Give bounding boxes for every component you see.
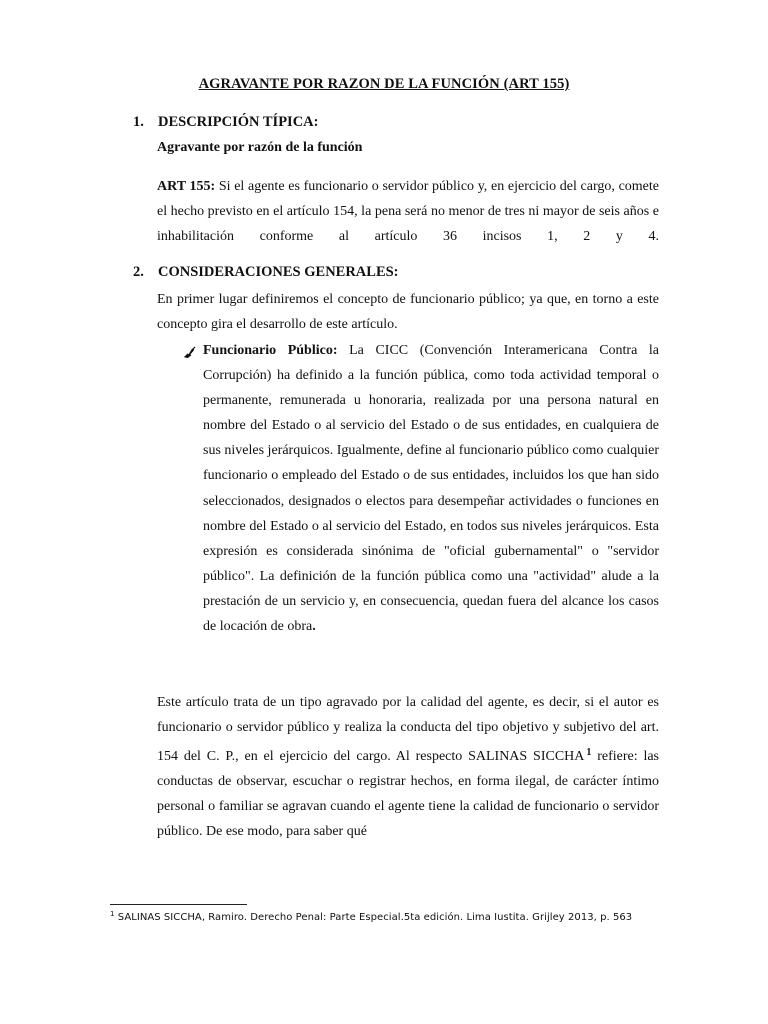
hand-pointer-icon (183, 346, 196, 359)
footnote-separator (110, 904, 247, 905)
analysis-text-part2: refiere: las conductas de observar, escuchar o registrar hechos, en forma ilegal, de carácter íntimo personal o familiar se agravan cuando el agente tiene la calidad de funcionario o servidor público. De ese modo, para saber qué (157, 749, 660, 839)
section-2-intro-paragraph: En primer lugar definiremos el concepto de funcionario público; ya que, en torno a este concepto gira el desarrollo de este artículo. (157, 292, 659, 332)
footnote-text: SALINAS SICCHA, Ramiro. Derecho Penal: Parte Especial.5ta edición. Lima Iustita. Grijley 2013, p. 563 (117, 912, 633, 923)
section-2-title: CONSIDERACIONES GENERALES: (158, 264, 399, 280)
section-2-number: 2. (133, 264, 144, 280)
art-155-label: ART 155: (157, 179, 216, 194)
bullet-label: Funcionario Público: (203, 343, 338, 358)
bullet-body: La CICC (Convención Interamericana Contra la Corrupción) ha definido a la función pública, como toda actividad temporal o permanente, remunerada u honoraria, realizada por una persona natural en nombre del Estado o al servicio del Estado o de sus entidades, en cualquiera de sus niveles jerárquicos. Igualmente, define al funcionario público como cualquier funcionario o empleado del Estado o de sus entidades, incluidos los que han sido seleccionados, designados o electos para desempeñar actividades o funciones en nombre del Estado o al servicio del Estado, en todos sus niveles jerárquicos. Esta expresión es considerada sinónima de "oficial gubernamental" o "servidor público". La definición de la función pública como una "actividad" alude a la prestación de un servicio y, en consecuencia, quedan fuera del alcance los casos de locación de obra (203, 343, 660, 635)
section-2-heading (133, 264, 399, 281)
section-1-title: DESCRIPCIÓN TÍPICA: (158, 114, 319, 130)
footnote-reference[interactable]: 1 (586, 747, 592, 758)
footnote (110, 910, 632, 923)
analysis-text-part1: Este artículo trata de un tipo agravado por la calidad del agente, es decir, si el autor es funcionario o servidor público y realiza la conducta del tipo objetivo y subjetivo del art. 154 del C. P., en el ejercicio del cargo. Al respecto SALINAS SICCHA (157, 695, 659, 764)
art-155-text: Si el agente es funcionario o servidor público y, en ejercicio del cargo, comete el hecho previsto en el artículo 154, la pena será no menor de tres ni mayor de seis años e inhabilitación conforme al artículo 36 incisos 1, 2 y 4. (157, 179, 659, 244)
section-1-subheading: Agravante por razón de la función (157, 140, 363, 155)
document-title: AGRAVANTE POR RAZON DE LA FUNCIÓN (ART 155) (198, 76, 570, 92)
section-1-number: 1. (133, 114, 144, 130)
section-1-heading (133, 114, 318, 131)
analysis-paragraph (157, 690, 659, 844)
funcionario-publico-bullet (203, 338, 659, 639)
bullet-end: . (312, 619, 316, 635)
art-155-paragraph (157, 174, 659, 249)
footnote-mark: 1 (110, 910, 115, 918)
